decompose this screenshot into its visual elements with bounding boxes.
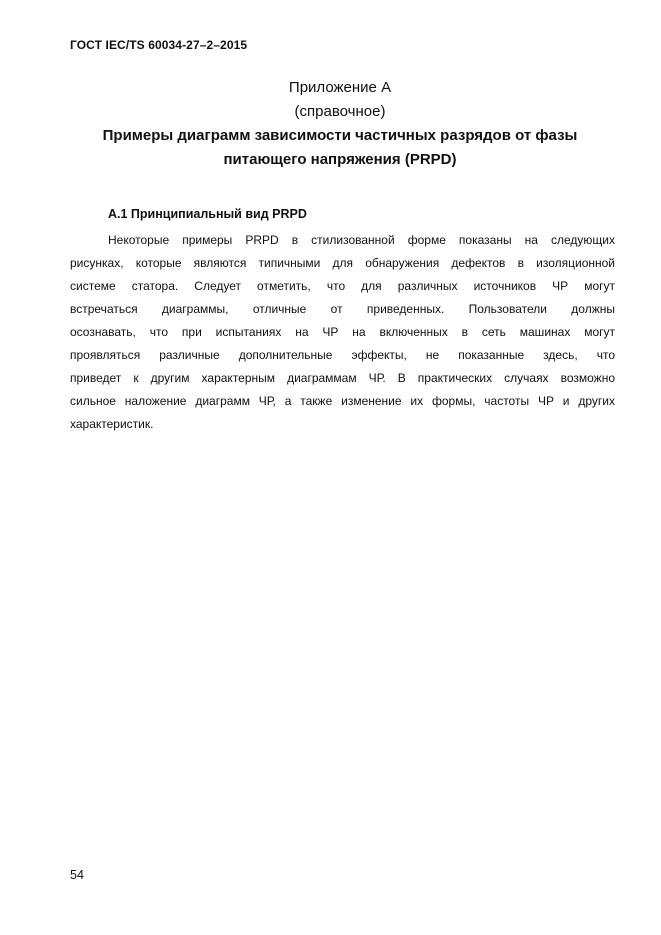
paragraph-line: Некоторые примеры PRPD в стилизованной форме показаны на следующих <box>108 233 615 247</box>
appendix-heading-block <box>60 76 620 172</box>
body-paragraph <box>70 229 615 436</box>
paragraph-line: системе статора. Следует отметить, что для различных источников ЧР могут <box>70 279 615 293</box>
paragraph-line: приведет к другим характерным диаграммам ЧР. В практических случаях возможно <box>70 371 615 385</box>
appendix-title <box>90 124 590 172</box>
paragraph-line: осознавать, что при испытаниях на ЧР на включенных в сеть машинах могут <box>70 325 615 339</box>
document-code: ГОСТ IEC/TS 60034-27–2–2015 <box>70 38 248 52</box>
appendix-title-line-2: питающего напряжения (PRPD) <box>223 151 457 168</box>
paragraph-line: проявляться различные дополнительные эффекты, не показанные здесь, что <box>70 348 615 362</box>
appendix-label: Приложение А <box>288 79 392 96</box>
paragraph-line: сильное наложение диаграмм ЧР, а также изменение их формы, частоты ЧР и других <box>70 394 615 408</box>
appendix-status: (справочное) <box>294 103 386 120</box>
section-heading: А.1 Принципиальный вид PRPD <box>108 207 307 221</box>
paragraph-line: характеристик. <box>70 417 154 431</box>
page-number: 54 <box>70 868 84 882</box>
paragraph-line: рисунках, которые являются типичными для обнаружения дефектов в изоляционной <box>70 256 615 270</box>
appendix-title-line-1: Примеры диаграмм зависимости частичных разрядов от фазы <box>102 127 578 144</box>
paragraph-line: встречаться диаграммы, отличные от приведенных. Пользователи должны <box>70 302 615 316</box>
